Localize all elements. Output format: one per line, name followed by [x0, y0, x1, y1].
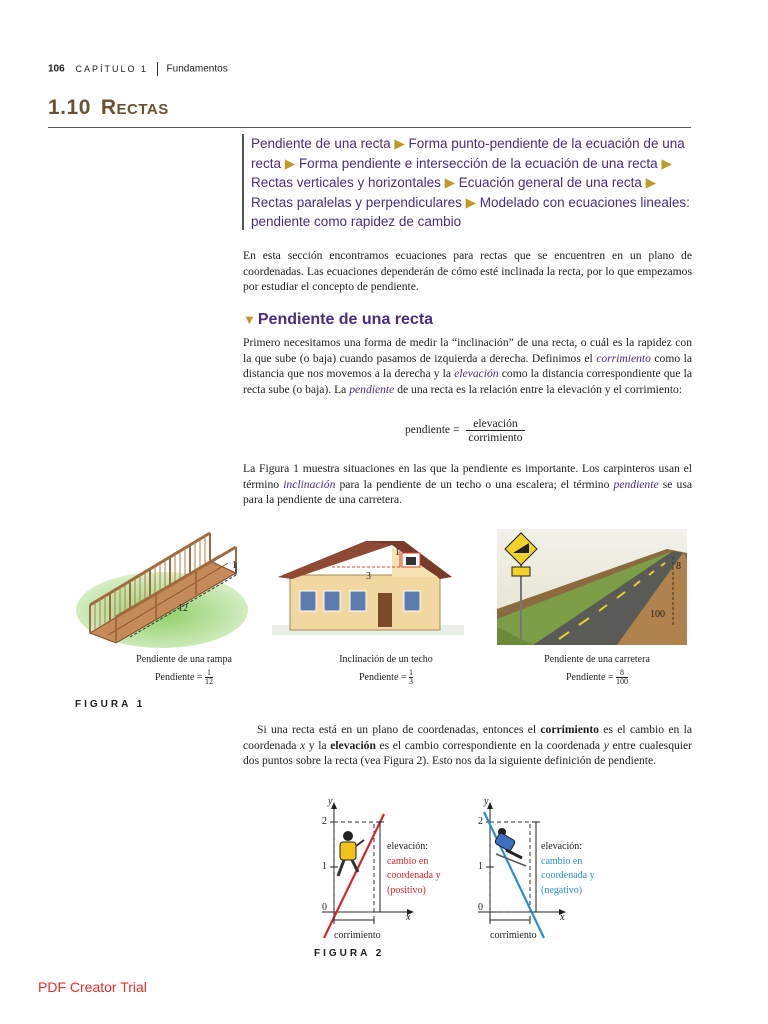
text-run: entre cualesquier dos puntos sobre la recta (vea Figura 2). Esto nos da la siguiente definición de pendiente. — [243, 738, 693, 767]
ramp-slope-fraction — [205, 669, 213, 686]
road-illustration — [497, 529, 687, 645]
running-head — [48, 62, 228, 76]
paragraph-slope-definition — [243, 335, 692, 397]
topics-bar — [242, 134, 244, 230]
x-axis-label: x — [560, 912, 565, 923]
y-axis-label: y — [328, 796, 333, 807]
subsection-heading — [243, 311, 433, 329]
arrow-icon: ▶ — [394, 136, 405, 151]
topic-item: Forma punto-pendiente de la ecuación de una recta — [251, 136, 685, 171]
road-run-label: 100 — [650, 609, 665, 620]
formula-lhs: Pendiente = — [358, 671, 407, 683]
variable: y — [603, 738, 609, 752]
x-axis-label: x — [406, 912, 411, 923]
road-slope-fraction — [616, 669, 628, 686]
roof-slope-fraction — [409, 669, 413, 686]
caption-roof-formula — [300, 669, 472, 686]
formula-fraction — [466, 417, 524, 444]
skier-figure — [494, 828, 526, 866]
rise-desc: coordenada y — [387, 870, 441, 881]
section-number: 1.10 — [48, 96, 91, 119]
title-rule — [48, 127, 691, 128]
rise-desc: (positivo) — [387, 884, 426, 896]
text-run: es el cambio en la coordenada — [243, 723, 693, 752]
tick-label: 0 — [322, 902, 327, 913]
section-title — [48, 96, 169, 120]
denominator: 3 — [409, 677, 414, 686]
text-run: se usa para la pendiente de una carretera. — [243, 477, 692, 506]
slope-formula — [405, 417, 525, 444]
denominator: 100 — [616, 677, 629, 686]
numerator: 8 — [616, 669, 628, 678]
text-run: como la distancia que nos movemos a la derecha y la — [243, 351, 693, 380]
run-label: corrimiento — [334, 930, 381, 941]
formula-numerator: elevación — [466, 417, 524, 431]
run-label: corrimiento — [490, 930, 537, 941]
arrow-icon: ▶ — [645, 175, 657, 190]
watermark-text: PDF Creator Trial — [38, 979, 147, 995]
subsection-title: Pendiente de una recta — [257, 311, 434, 328]
topic-item: Rectas paralelas y perpendiculares — [251, 194, 462, 210]
text-run: La Figura 1 muestra situaciones en las que la pendiente es importante. Los carpinteros usan el término — [243, 462, 692, 491]
formula-lhs: Pendiente = — [565, 671, 614, 683]
text-run: Si una recta está en un plano de coordenadas, entonces el — [257, 723, 541, 736]
arrow-icon: ▶ — [465, 194, 477, 210]
formula-lhs: Pendiente = — [154, 671, 203, 683]
chapter-label: CAPÍTULO 1 — [75, 63, 148, 74]
header-divider — [157, 62, 158, 76]
term: inclinación — [283, 477, 336, 491]
tick-label: 2 — [478, 816, 483, 827]
y-axis-label: y — [484, 796, 489, 807]
term: pendiente — [349, 382, 395, 396]
roof-rise-label: 1 — [395, 547, 400, 558]
variable: x — [300, 738, 306, 752]
paragraph-coordinate-slope — [243, 722, 692, 769]
rise-title: elevación: — [387, 841, 429, 852]
caption-road: Pendiente de una carretera — [544, 654, 650, 665]
roof-illustration — [272, 533, 464, 635]
formula-lhs: pendiente = — [405, 423, 460, 437]
tick-label: 1 — [478, 861, 483, 872]
text-run: de una recta es la relación entre la elevación y el corrimiento: — [394, 382, 683, 396]
rise-desc: cambio en — [387, 855, 429, 867]
term: elevación — [454, 367, 499, 380]
text-run: y la — [305, 738, 331, 752]
text-run: como la distancia correspondiente que la recta sube (o baja). La — [243, 367, 692, 396]
page-number: 106 — [48, 63, 65, 75]
chapter-title: Fundamentos — [166, 63, 228, 75]
tick-label: 2 — [322, 816, 327, 827]
arrow-icon: ▶ — [444, 175, 455, 190]
arrow-icon: ▶ — [661, 155, 672, 171]
caption-road-formula — [511, 669, 683, 686]
ramp-illustration — [70, 525, 250, 650]
topic-item: Modelado con ecuaciones lineales: pendiente como rapidez de cambio — [251, 194, 690, 229]
topic-item: Forma pendiente e intersección de la ecuación de una recta — [298, 155, 658, 171]
term: corrimiento — [540, 723, 599, 736]
figure2-label: FIGURA 2 — [314, 948, 385, 959]
text-run: Primero necesitamos una forma de medir la “inclinación” de una recta, o cuál es la rapidez con la que sube (o baja) cuando pasamos de izquierda a derecha. Definimos el — [243, 336, 692, 365]
arrow-icon: ▶ — [284, 155, 296, 171]
intro-paragraph: En esta sección encontramos ecuaciones para rectas que se encuentren en un plano de coordenadas. Las ecuaciones dependerán de cómo esté inclinada la recta, por lo que empezamos por estudiar el concepto de pendiente. — [243, 249, 692, 293]
topic-item: Pendiente de una recta — [251, 136, 391, 151]
road-rise-label: 8 — [676, 561, 681, 572]
caption-ramp-formula — [98, 669, 270, 686]
roof-run-label: 3 — [366, 571, 371, 582]
text-run: para la pendiente de un techo o una escalera; el término — [335, 477, 614, 491]
caption-roof: Inclinación de un techo — [339, 654, 433, 665]
rise-title: elevación: — [541, 841, 583, 852]
topic-item: Ecuación general de una recta — [458, 175, 642, 190]
topic-item: Rectas verticales y horizontales — [251, 175, 441, 190]
term: elevación — [330, 738, 376, 752]
section-name: Rectas — [100, 96, 169, 119]
text-run: es el cambio correspondiente en la coordenada — [375, 738, 604, 752]
ramp-run-label: 12 — [178, 603, 188, 614]
ramp-rise-label: 1 — [232, 560, 237, 571]
term: corrimiento — [596, 351, 651, 365]
denominator: 12 — [205, 677, 214, 686]
figure1-label: FIGURA 1 — [75, 699, 146, 710]
formula-denominator: corrimiento — [468, 431, 523, 444]
triangle-down-icon: ▼ — [243, 312, 256, 327]
term: pendiente — [613, 477, 659, 491]
rise-desc: coordenada y — [541, 870, 595, 881]
tick-label: 0 — [478, 902, 483, 913]
rise-annotation-positive — [387, 840, 441, 898]
caption-ramp: Pendiente de una rampa — [136, 654, 232, 665]
climber-figure — [338, 831, 364, 876]
topic-list — [251, 134, 693, 232]
numerator: 1 — [409, 668, 414, 677]
rise-desc: cambio en — [541, 855, 583, 867]
paragraph-figure1-intro — [243, 461, 692, 508]
rise-desc: (negativo) — [541, 884, 583, 896]
tick-label: 1 — [322, 861, 327, 872]
numerator: 1 — [207, 668, 212, 677]
rise-annotation-negative — [541, 840, 595, 898]
